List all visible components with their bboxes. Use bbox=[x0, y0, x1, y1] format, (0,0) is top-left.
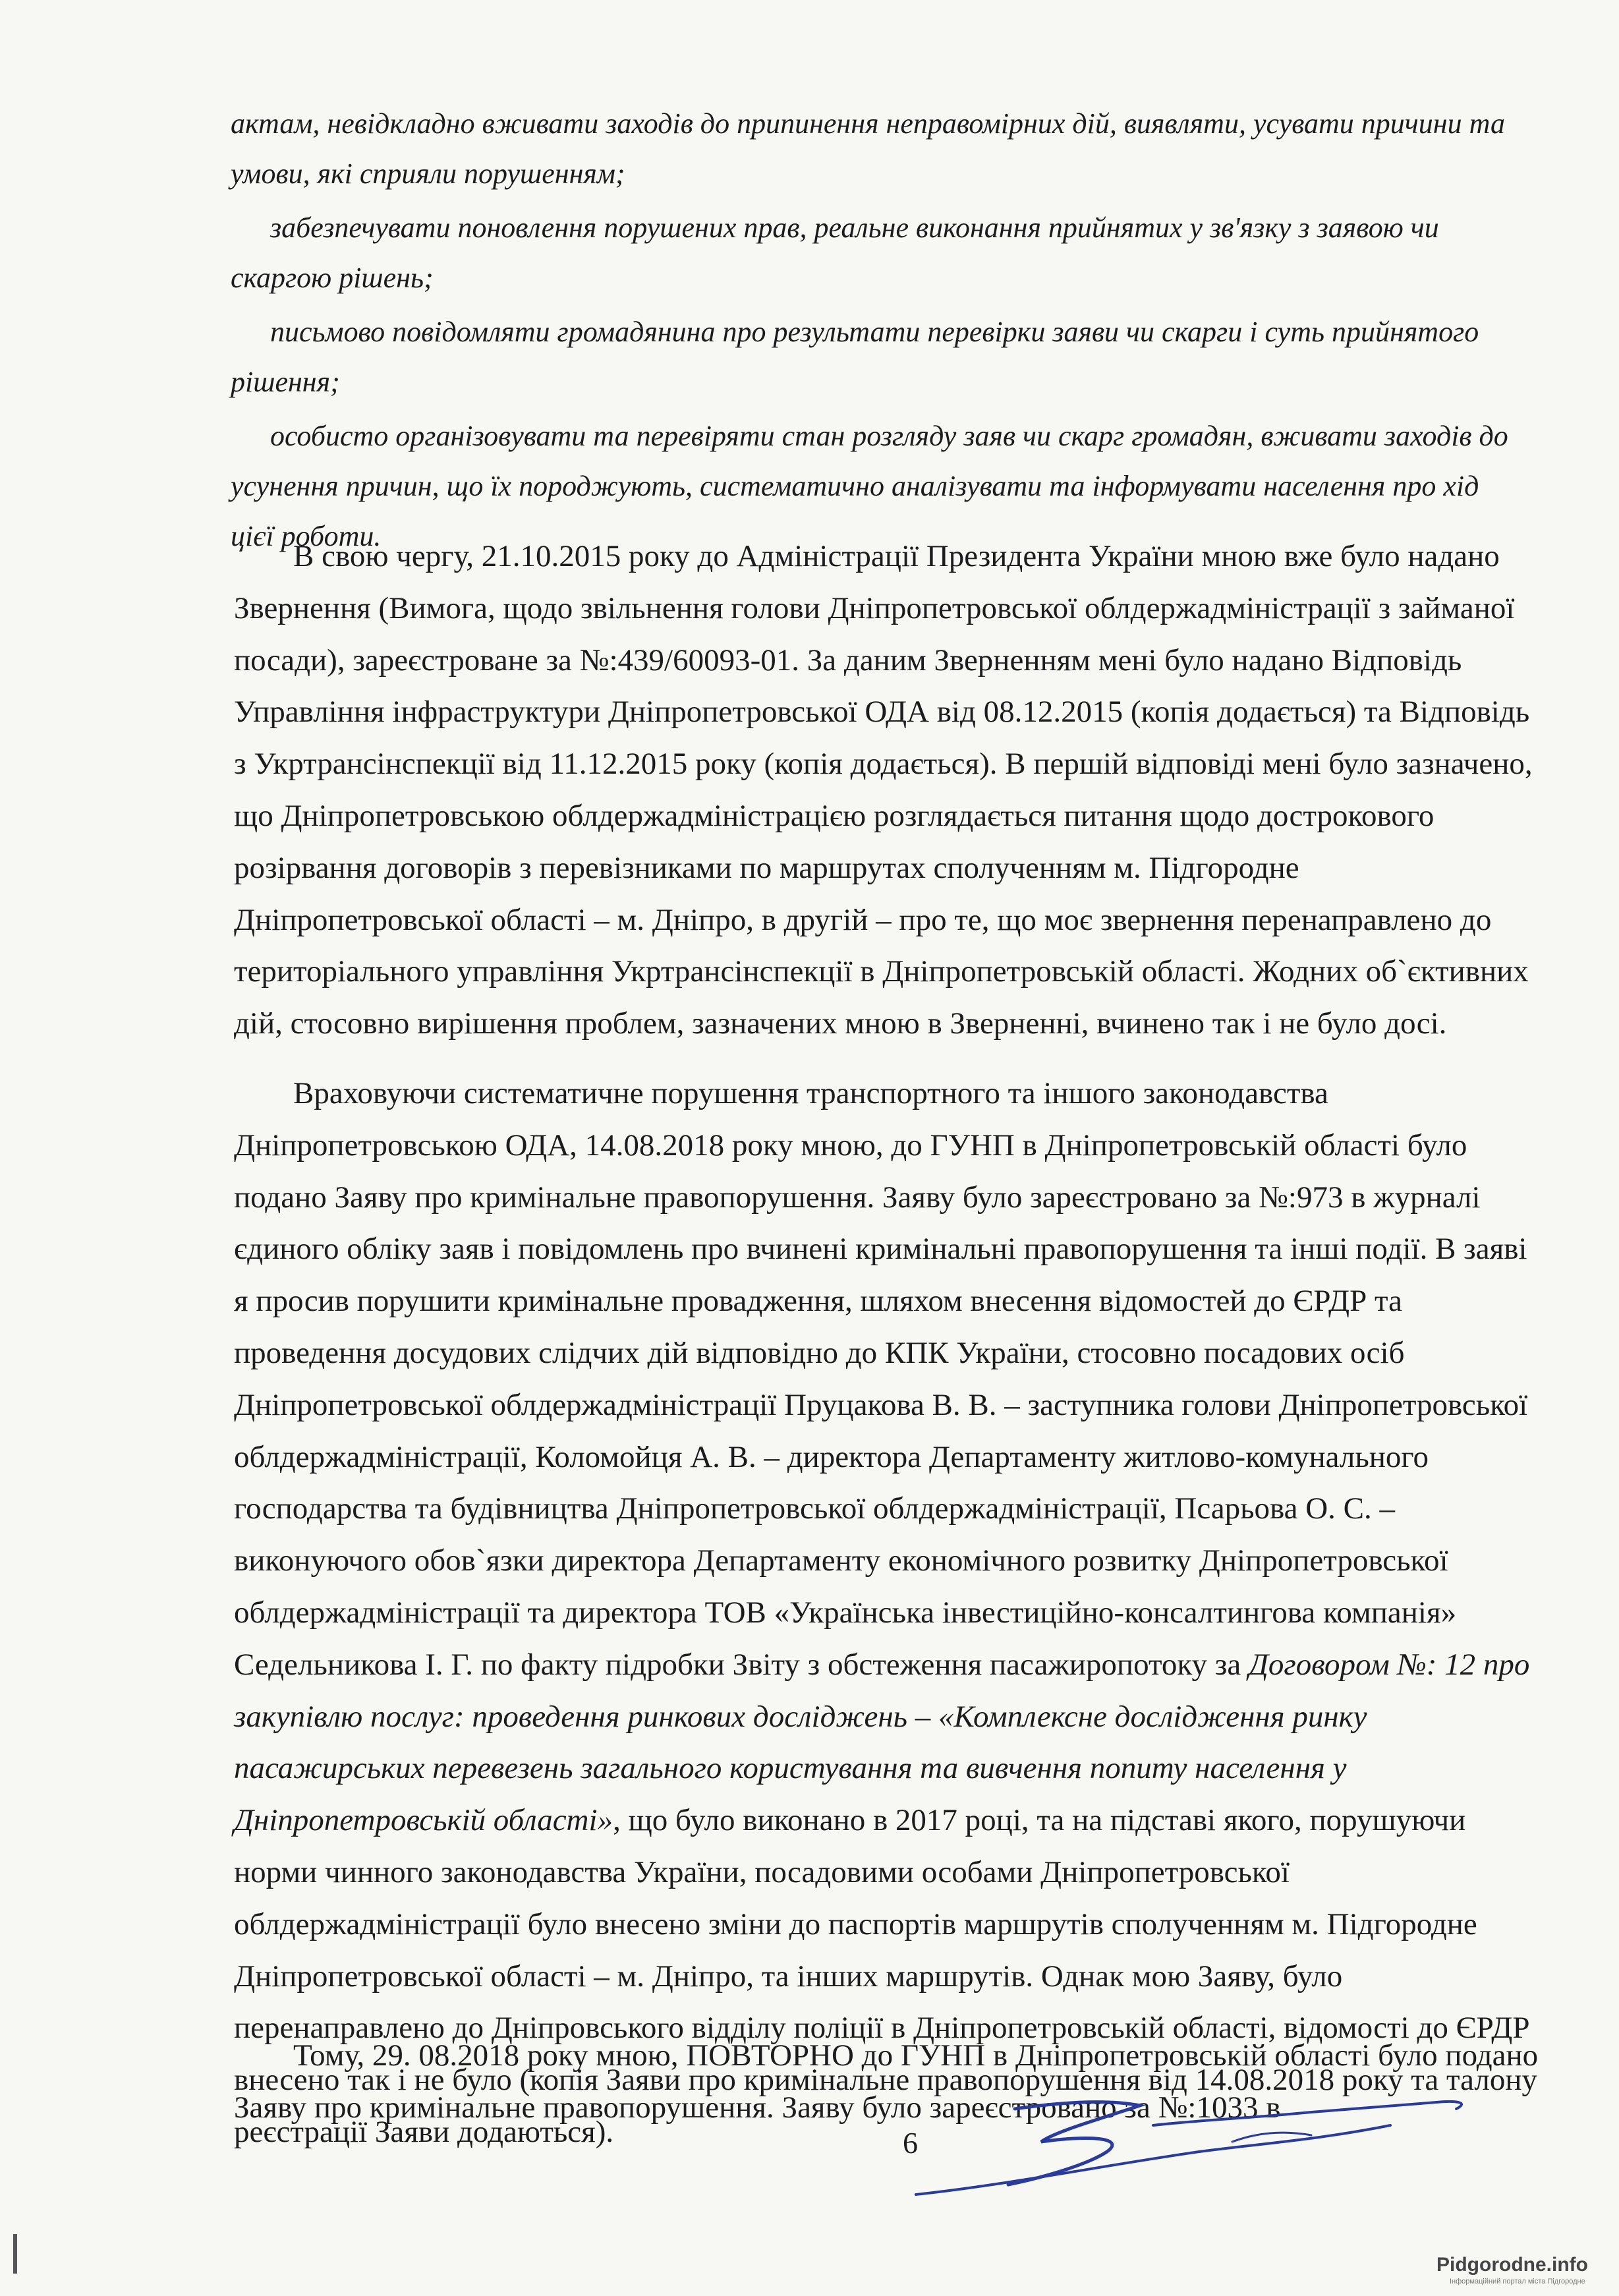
watermark-subtitle: Інформаційний портал міста Підгородне bbox=[1450, 2278, 1585, 2285]
watermark-logo: Pidgorodne.info bbox=[1436, 2254, 1588, 2276]
paragraph-criminal-report-text bbox=[234, 1068, 1542, 2158]
page-number: 6 bbox=[903, 2126, 918, 2160]
contract-reference: Договором №: 12 про закупівлю послуг: проведення ринкових досліджень – «Комплексне дослідження ринку пасажирських перевезень загального користування та вивчення попиту населення у Дніпропетровській області» bbox=[234, 1647, 1530, 1838]
handwritten-signature bbox=[890, 2079, 1483, 2204]
paragraph-repeated-report-text: Тому, 29. 08.2018 року мною, ПОВТОРНО до ГУНП в Дніпропетровській області було подано Заяву про кримінальне правопорушення. Заяву було зареєстровано за №:1033 в bbox=[234, 2038, 1539, 2125]
paragraph-appeal-text: В свою чергу, 21.10.2015 року до Адміністрації Президента України мною вже було надано Звернення (Вимога, щодо звільнення голови Дніпропетровської облдержадміністрації з займаної посади), зареєстроване за №:439/60093-01. За даним Зверненням мені було надано Відповідь Управління інфраструктури Дніпропетровської ОДА від 08.12.2015 (копія додається) та Відповідь з Укртрансінспекції від 11.12.2015 року (копія додається). В першій відповіді мені було зазначено, що Дніпропетровською облдержадміністрацією розглядається питання щодо дострокового розірвання договорів з перевізниками по маршрутах сполученням м. Підгородне Дніпропетровської області – м. Дніпро, в другій – про те, що моє звернення перенаправлено до територіального управління Укртрансінспекції в Дніпропетровській області. Жодних об`єктивних дій, стосовно вирішення проблем, зазначених мною в Зверненні, вчинено так і не було досі. bbox=[234, 539, 1533, 1041]
para2-text-b: , що було виконано в 2017 році, та на підставі якого, порушуючи норми чинного законодавства України, посадовими особами Дніпропетровської облдержадміністрації було внесено зміни до паспортів маршрутів сполученням м. Підгородне Дніпропетровської області – м. Дніпро, та інших маршрутів. Однак мою Заяву, було перенаправлено до Дніпровського відділу поліції в Дніпропетровській області, відомості до ЄРДР внесено так і не було (копія Заяви про кримінальне правопорушення від 14.08.2018 року та талону реєстрації Заяви додаються). bbox=[234, 1803, 1537, 2149]
paragraph-criminal-report bbox=[234, 1068, 1542, 2158]
italic-quote-block bbox=[231, 99, 1516, 561]
para2-text-a: Враховуючи систематичне порушення транспортного та іншого законодавства Дніпропетровською ОДА, 14.08.2018 року мною, до ГУНП в Дніпропетровській області було подано Заяву про кримінальне правопорушення. Заяву було зареєстровано за №:973 в журналі єдиного обліку заяв і повідомлень про вчинені кримінальні правопорушення та інші події. В заяві я просив порушити кримінальне провадження, шляхом внесення відомостей до ЄРДР та проведення досудових слідчих дій відповідно до КПК України, стосовно посадових осіб Дніпропетровської облдержадміністрації Пруцакова В. В. – заступника голови Дніпропетровської облдержадміністрації, Коломойця А. В. – директора Департаменту житлово-комунального господарства та будівництва Дніпропетровської облдержадміністрації, Псарьова О. С. – виконуючого обов`язки директора Департаменту економічного розвитку Дніпропетровської облдержадміністрації та директора ТОВ «Українська інвестиційно-консалтингова компанія» Седельникова І. Г. по факту підробки Звіту з обстеження пасажиропотоку за bbox=[234, 1076, 1528, 1682]
italic-line-2: забезпечувати поновлення порушених прав, реальне виконання прийнятих у зв'язку з заявою чи скаргою рішень; bbox=[231, 212, 1439, 294]
italic-line-3: письмово повідомляти громадянина про результати перевірки заяви чи скарги і суть прийнятого рішення; bbox=[231, 316, 1479, 398]
paragraph-appeal bbox=[234, 531, 1542, 1050]
scan-edge-mark bbox=[13, 2234, 17, 2274]
italic-line-1: актам, невідкладно вживати заходів до припинення неправомірних дій, виявляти, усувати причини та умови, які сприяли порушенням; bbox=[231, 107, 1505, 190]
italic-line-4: особисто організовувати та перевіряти стан розгляду заяв чи скарг громадян, вживати заходів до усунення причин, що їх породжують, систематично аналізувати та інформувати населення про хід цієї роботи. bbox=[231, 420, 1508, 552]
